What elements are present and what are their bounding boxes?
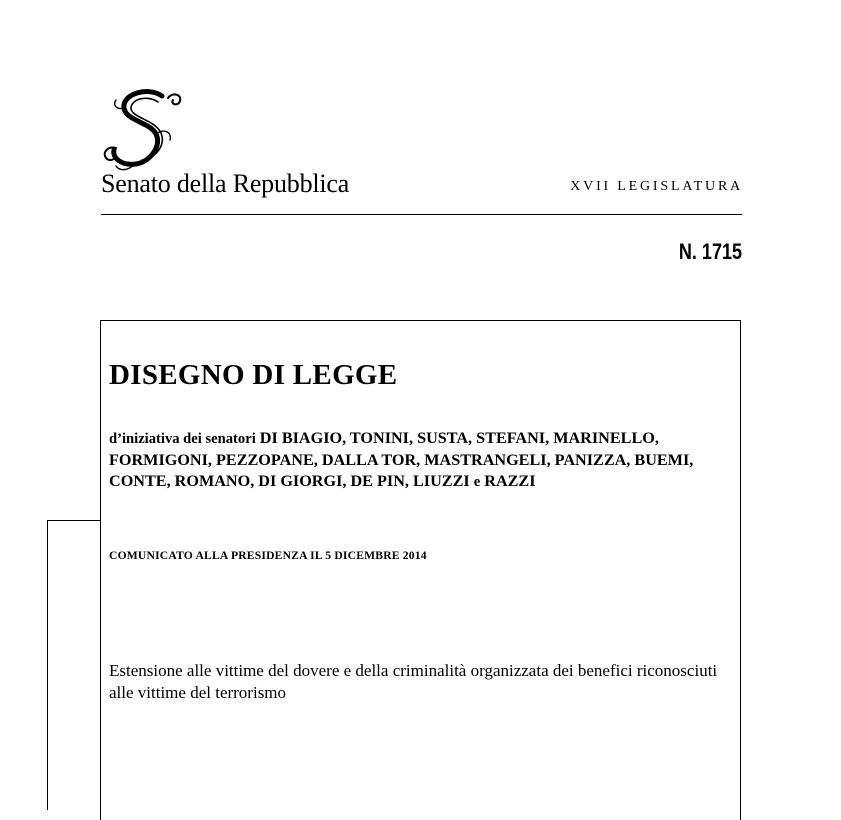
legislature-label: XVII LEGISLATURA [570, 179, 743, 194]
communication-date: COMUNICATO ALLA PRESIDENZA IL 5 DICEMBRE 2014 [109, 549, 427, 562]
senate-logo-icon [100, 88, 186, 174]
bill-title: Estensione alle vittime del dovere e della criminalità organizzata dei benefici riconosciuti alle vittime del terrorismo [109, 661, 718, 702]
document-type-heading: DISEGNO DI LEGGE [109, 359, 398, 391]
initiative-last-name: RAZZI [484, 472, 536, 490]
initiative-senators [109, 428, 739, 493]
header-divider [101, 214, 742, 215]
initiative-names: DI BIAGIO, TONINI, SUSTA, STEFANI, MARINELLO, FORMIGONI, PEZZOPANE, DALLA TOR, MASTRANGELI, PANIZZA, BUEMI, CONTE, ROMANO, DI GIORGI, DE PIN, LIUZZI [109, 429, 694, 490]
frame-tab-left-edge [47, 520, 48, 810]
bill-number: N. 1715 [678, 239, 742, 264]
frame-tab-top-edge [47, 520, 101, 521]
initiative-conjunction: e [473, 474, 481, 490]
institution-name: Senato della Repubblica [101, 169, 350, 198]
initiative-prefix: d’iniziativa dei senatori [109, 431, 256, 447]
document-frame [100, 320, 741, 820]
